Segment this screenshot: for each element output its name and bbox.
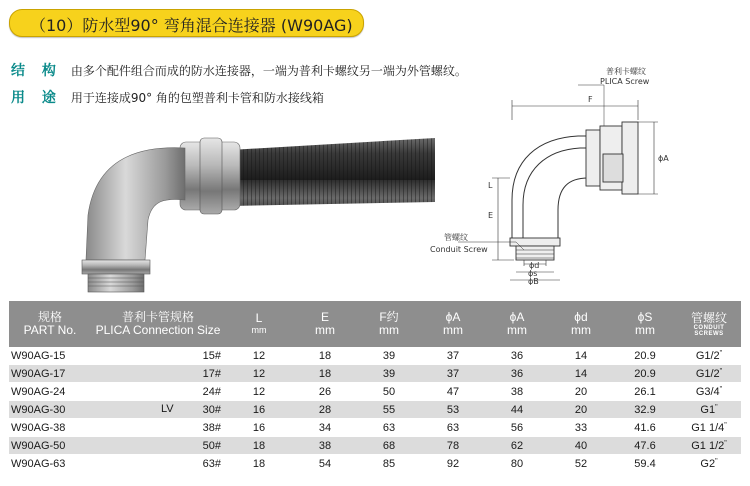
cell-a1: 63 (421, 419, 485, 437)
screw-value: G1 1/2 (691, 439, 725, 452)
cell-a1: 47 (421, 383, 485, 401)
inch-mark: " (724, 439, 727, 447)
screw-value: G1 (700, 403, 716, 416)
cell-f: 85 (357, 455, 421, 473)
header-l (225, 301, 293, 347)
header-a2-unit: mm (507, 323, 527, 337)
header-e-unit: mm (315, 323, 335, 337)
screw-value: G1/2 (695, 367, 720, 380)
cell-plica: 17# (91, 365, 225, 383)
table-row (9, 383, 741, 401)
header-a1-unit: mm (443, 323, 463, 337)
cell-screw (677, 365, 741, 383)
cell-d: 52 (549, 455, 613, 473)
cell-a1: 37 (421, 365, 485, 383)
structure-row (11, 60, 467, 80)
cell-l: 18 (225, 437, 293, 455)
cell-plica: 15# (91, 347, 225, 365)
header-l-main: L (255, 311, 263, 325)
cell-d: 33 (549, 419, 613, 437)
cell-part: W90AG-17 (9, 365, 91, 383)
cell-a2: 56 (485, 419, 549, 437)
cell-l: 18 (225, 455, 293, 473)
header-s-main: ϕS (637, 310, 653, 324)
cell-l: 12 (225, 365, 293, 383)
table-row (9, 401, 741, 419)
cell-screw (677, 347, 741, 365)
cell-plica-lv (91, 401, 225, 419)
header-screw-cn: 管螺纹 (690, 310, 727, 325)
header-part-en: PART No. (23, 323, 77, 337)
cell-screw (677, 383, 741, 401)
table-row (9, 437, 741, 455)
cell-s: 32.9 (613, 401, 677, 419)
cell-screw (677, 455, 741, 473)
cell-l: 16 (225, 419, 293, 437)
screw-value: G1 1/4 (691, 421, 725, 434)
conduit-screw-cn: 管螺纹 (444, 233, 468, 242)
dim-e: E (488, 211, 494, 220)
conduit-screw-en: Conduit Screw (430, 245, 488, 254)
inch-mark: " (715, 403, 718, 411)
cell-a2: 36 (485, 365, 549, 383)
table-row (9, 419, 741, 437)
table-row (9, 365, 741, 383)
plica-screw-en: PLICA Screw (600, 77, 650, 86)
cell-a1: 37 (421, 347, 485, 365)
inch-mark: " (719, 385, 723, 393)
usage-row (11, 87, 324, 107)
cell-a2: 80 (485, 455, 549, 473)
screw-value: G1/2 (695, 349, 720, 362)
cell-plica: 63# (91, 455, 225, 473)
cell-part: W90AG-38 (9, 419, 91, 437)
header-a1 (421, 301, 485, 347)
cell-s: 26.1 (613, 383, 677, 401)
header-a2-main: ϕA (509, 310, 525, 324)
header-a2 (485, 301, 549, 347)
page-title: （10）防水型90° 弯角混合连接器 (W90AG) (30, 16, 353, 35)
inch-mark: " (719, 349, 723, 357)
cell-f: 50 (357, 383, 421, 401)
cell-e: 26 (293, 383, 357, 401)
dim-s: ϕs (528, 269, 538, 278)
cell-screw (677, 401, 741, 419)
dim-l: L (488, 181, 493, 190)
header-s-unit: mm (635, 323, 655, 337)
cell-s: 20.9 (613, 365, 677, 383)
header-screw-en1: CONDUIT (693, 324, 725, 331)
cell-plica: 30# (202, 403, 221, 416)
header-e (293, 301, 357, 347)
cell-plica: 24# (91, 383, 225, 401)
header-d-unit: mm (571, 323, 591, 337)
cell-part: W90AG-50 (9, 437, 91, 455)
cell-s: 20.9 (613, 347, 677, 365)
cell-d: 20 (549, 383, 613, 401)
header-plica-cn: 普利卡管规格 (121, 310, 194, 324)
cell-screw (677, 437, 741, 455)
dim-a: ϕA (658, 154, 669, 163)
inch-mark: " (719, 367, 723, 375)
header-a1-main: ϕA (445, 310, 461, 324)
cell-l: 16 (225, 401, 293, 419)
cell-a2: 62 (485, 437, 549, 455)
header-part (9, 301, 91, 347)
header-f-unit: mm (379, 323, 399, 337)
header-f (357, 301, 421, 347)
title-banner (9, 9, 364, 37)
screw-value: G2 (700, 457, 716, 470)
cell-f: 68 (357, 437, 421, 455)
inch-mark: " (715, 457, 718, 465)
cell-d: 40 (549, 437, 613, 455)
usage-text: 用于连接成90° 角的包塑普利卡管和防水接线箱 (70, 91, 324, 105)
lv-label: LV (161, 403, 174, 415)
cell-part: W90AG-63 (9, 455, 91, 473)
cell-a2: 38 (485, 383, 549, 401)
dim-b: ϕB (528, 277, 539, 285)
plica-screw-cn: 普利卡螺纹 (606, 67, 646, 76)
cell-l: 12 (225, 383, 293, 401)
cell-plica: 38# (91, 419, 225, 437)
cell-s: 47.6 (613, 437, 677, 455)
cell-a1: 78 (421, 437, 485, 455)
header-screw (677, 301, 741, 347)
structure-label: 结 构 (11, 63, 62, 79)
table-row (9, 347, 741, 365)
inch-mark: " (724, 421, 727, 429)
cell-e: 34 (293, 419, 357, 437)
dim-f: F (588, 95, 593, 104)
cell-part: W90AG-30 (9, 401, 91, 419)
cell-f: 55 (357, 401, 421, 419)
cell-e: 18 (293, 347, 357, 365)
cell-a1: 53 (421, 401, 485, 419)
cell-d: 20 (549, 401, 613, 419)
table-row (9, 455, 741, 473)
cell-a2: 44 (485, 401, 549, 419)
header-plica (91, 301, 225, 347)
spec-table (9, 301, 741, 473)
cell-a1: 92 (421, 455, 485, 473)
header-f-main: F约 (379, 310, 399, 324)
cell-s: 59.4 (613, 455, 677, 473)
cell-f: 39 (357, 365, 421, 383)
cell-plica: 50# (91, 437, 225, 455)
header-d (549, 301, 613, 347)
cell-part: W90AG-24 (9, 383, 91, 401)
cell-e: 18 (293, 365, 357, 383)
cell-e: 38 (293, 437, 357, 455)
usage-label: 用 途 (11, 90, 62, 106)
header-d-main: ϕd (574, 310, 588, 324)
header-part-cn: 规格 (37, 310, 62, 324)
technical-drawing (428, 60, 728, 285)
header-s (613, 301, 677, 347)
cell-f: 63 (357, 419, 421, 437)
cell-part: W90AG-15 (9, 347, 91, 365)
header-l-unit: mm (251, 325, 267, 335)
cell-d: 14 (549, 365, 613, 383)
cell-a2: 36 (485, 347, 549, 365)
dim-d: ϕd (529, 261, 540, 270)
cell-screw (677, 419, 741, 437)
cell-f: 39 (357, 347, 421, 365)
header-screw-en2: SCREWS (694, 330, 724, 337)
product-photo (40, 120, 435, 295)
cell-e: 28 (293, 401, 357, 419)
cell-e: 54 (293, 455, 357, 473)
cell-d: 14 (549, 347, 613, 365)
header-e-main: E (320, 310, 329, 324)
structure-text: 由多个配件组合而成的防水连接器，一端为普利卡螺纹另一端为外管螺纹。 (70, 64, 467, 78)
table-header-row (9, 301, 741, 347)
screw-value: G3/4 (695, 385, 720, 398)
cell-l: 12 (225, 347, 293, 365)
cell-s: 41.6 (613, 419, 677, 437)
header-plica-en: PLICA Connection Size (95, 323, 221, 337)
